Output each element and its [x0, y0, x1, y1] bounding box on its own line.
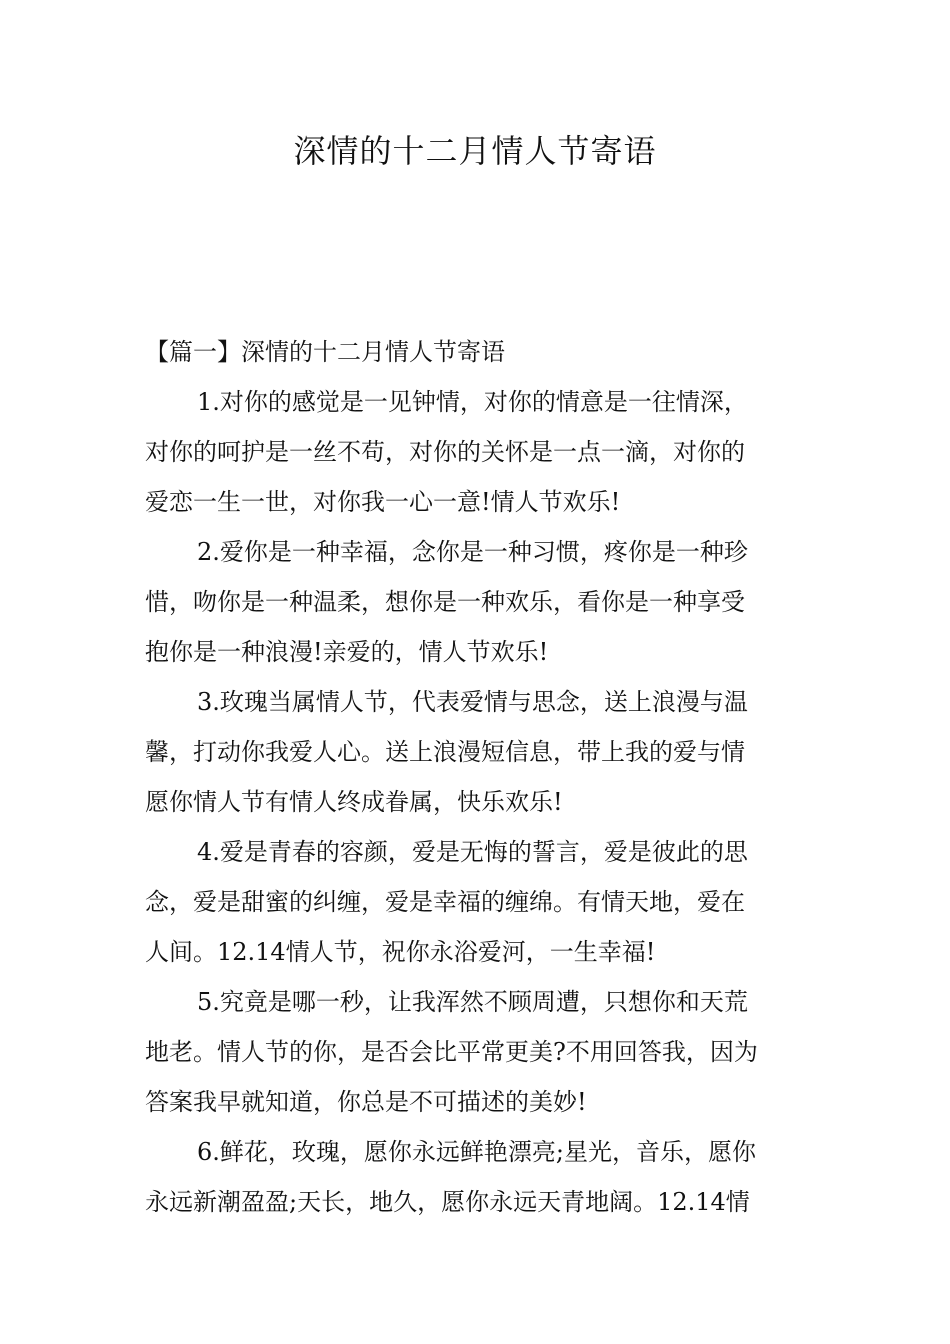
text-line: 惜，吻你是一种温柔，想你是一种欢乐，看你是一种享受 [145, 588, 745, 616]
text-line: 爱恋一生一世，对你我一心一意!情人节欢乐! [145, 488, 621, 516]
text-line: 抱你是一种浪漫!亲爱的，情人节欢乐! [145, 638, 549, 666]
text-line: 永远新潮盈盈;天长，地久，愿你永远天青地阔。12.14情 [145, 1188, 750, 1216]
text-line: 地老。情人节的你，是否会比平常更美?不用回答我，因为 [145, 1038, 758, 1066]
text-line: 馨，打动你我爱人心。送上浪漫短信息，带上我的爱与情 [145, 738, 745, 766]
text-line: 1.对你的感觉是一见钟情，对你的情意是一往情深， [197, 388, 748, 416]
document-body [145, 327, 807, 1227]
text-line: 愿你情人节有情人终成眷属，快乐欢乐! [145, 788, 563, 816]
paragraph-lines [145, 377, 807, 1227]
text-line: 人间。12.14情人节，祝你永浴爱河，一生幸福! [145, 938, 656, 966]
text-line: 2.爱你是一种幸福，念你是一种习惯，疼你是一种珍 [197, 538, 748, 566]
text-line: 对你的呵护是一丝不苟，对你的关怀是一点一滴，对你的 [145, 438, 745, 466]
document-title: 深情的十二月情人节寄语 [293, 132, 657, 170]
text-line: 6.鲜花，玫瑰，愿你永远鲜艳漂亮;星光，音乐，愿你 [197, 1138, 756, 1166]
text-line: 3.玫瑰当属情人节，代表爱情与思念，送上浪漫与温 [197, 688, 748, 716]
section-heading: 【篇一】深情的十二月情人节寄语 [145, 338, 505, 366]
text-line: 答案我早就知道，你总是不可描述的美妙! [145, 1088, 587, 1116]
text-line: 念，爱是甜蜜的纠缠，爱是幸福的缠绵。有情天地，爱在 [145, 888, 745, 916]
text-line: 5.究竟是哪一秒，让我浑然不顾周遭，只想你和天荒 [197, 988, 748, 1016]
text-line: 4.爱是青春的容颜，爱是无悔的誓言，爱是彼此的思 [197, 838, 748, 866]
